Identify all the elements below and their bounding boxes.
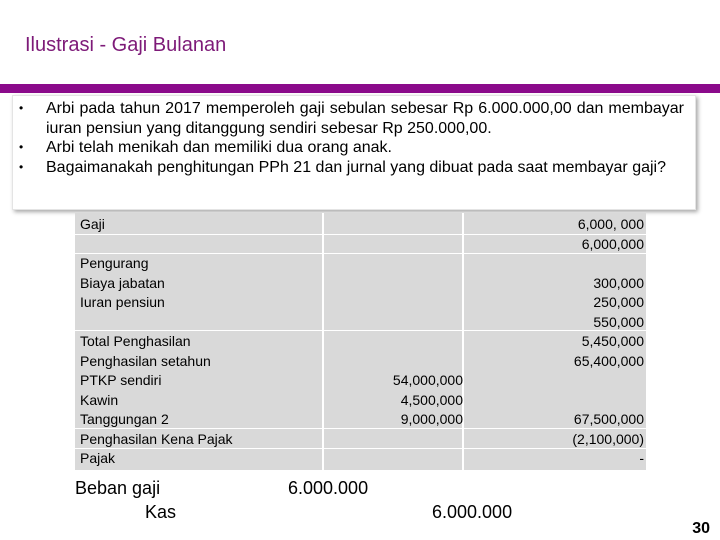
table-row-label: Gaji — [80, 216, 105, 232]
column-divider — [322, 213, 324, 470]
page-number: 30 — [692, 520, 710, 537]
bullet-text: Bagaimanakah penghitungan PPh 21 dan jurnal yang dibuat pada saat membayar gaji? — [46, 158, 666, 176]
table-row-label: Pengurang — [80, 255, 149, 271]
table-row-value: - — [639, 450, 644, 466]
table-row-label: PTKP sendiri — [80, 372, 162, 388]
journal-debit-amount: 6.000.000 — [288, 478, 369, 498]
bullet-dot: • — [19, 159, 24, 174]
row-divider — [75, 253, 646, 254]
slide-title: Ilustrasi - Gaji Bulanan — [25, 34, 227, 56]
table-row-label: Tanggungan 2 — [80, 411, 169, 427]
journal-credit-account: Kas — [145, 502, 177, 522]
bullet-text: Arbi telah menikah dan memiliki dua orang anak. — [46, 139, 392, 156]
table-row-value: 6,000, 000 — [577, 216, 644, 232]
table-row-value: 65,400,000 — [573, 353, 644, 369]
title-divider-bar — [0, 84, 720, 93]
table-row-value: 6,000,000 — [581, 236, 644, 252]
table-row-value: 5,450,000 — [581, 333, 644, 349]
bullet-item — [19, 138, 684, 158]
table-row-label: Iuran pensiun — [80, 294, 165, 310]
table-row-label: Kawin — [80, 392, 119, 408]
table-row-label: Pajak — [80, 450, 116, 466]
bullet-item — [19, 99, 684, 138]
table-row-subvalue: 54,000,000 — [392, 372, 463, 388]
journal-debit-account: Beban gaji — [75, 478, 161, 498]
table-row-value: 67,500,000 — [573, 411, 644, 427]
row-divider — [75, 330, 646, 331]
table-row-subvalue: 9,000,000 — [400, 411, 463, 427]
bullet-item — [19, 158, 684, 178]
column-divider — [462, 213, 464, 470]
table-row-value: 300,000 — [593, 275, 644, 291]
table-row-value: 250,000 — [593, 294, 644, 310]
bullet-dot: • — [19, 140, 24, 154]
table-row-value: 550,000 — [593, 314, 644, 330]
table-row-label: Biaya jabatan — [80, 275, 165, 291]
journal-credit-amount: 6.000.000 — [432, 502, 513, 522]
bullet-dot: • — [19, 101, 24, 115]
table-row-label: Penghasilan setahun — [80, 353, 211, 369]
table-row-label: Total Penghasilan — [80, 333, 191, 349]
table-row-value: (2,100,000) — [572, 431, 644, 447]
table-row-subvalue: 4,500,000 — [400, 392, 463, 408]
bullet-text: Arbi pada tahun 2017 memperoleh gaji sebulan sebesar Rp 6.000.000,00 dan membayar iuran pensiun yang ditanggung sendiri sebesar Rp 250.000,00. — [46, 100, 684, 137]
table-row-label: Penghasilan Kena Pajak — [80, 431, 233, 447]
bullet-list — [19, 99, 684, 177]
row-divider — [75, 234, 646, 235]
